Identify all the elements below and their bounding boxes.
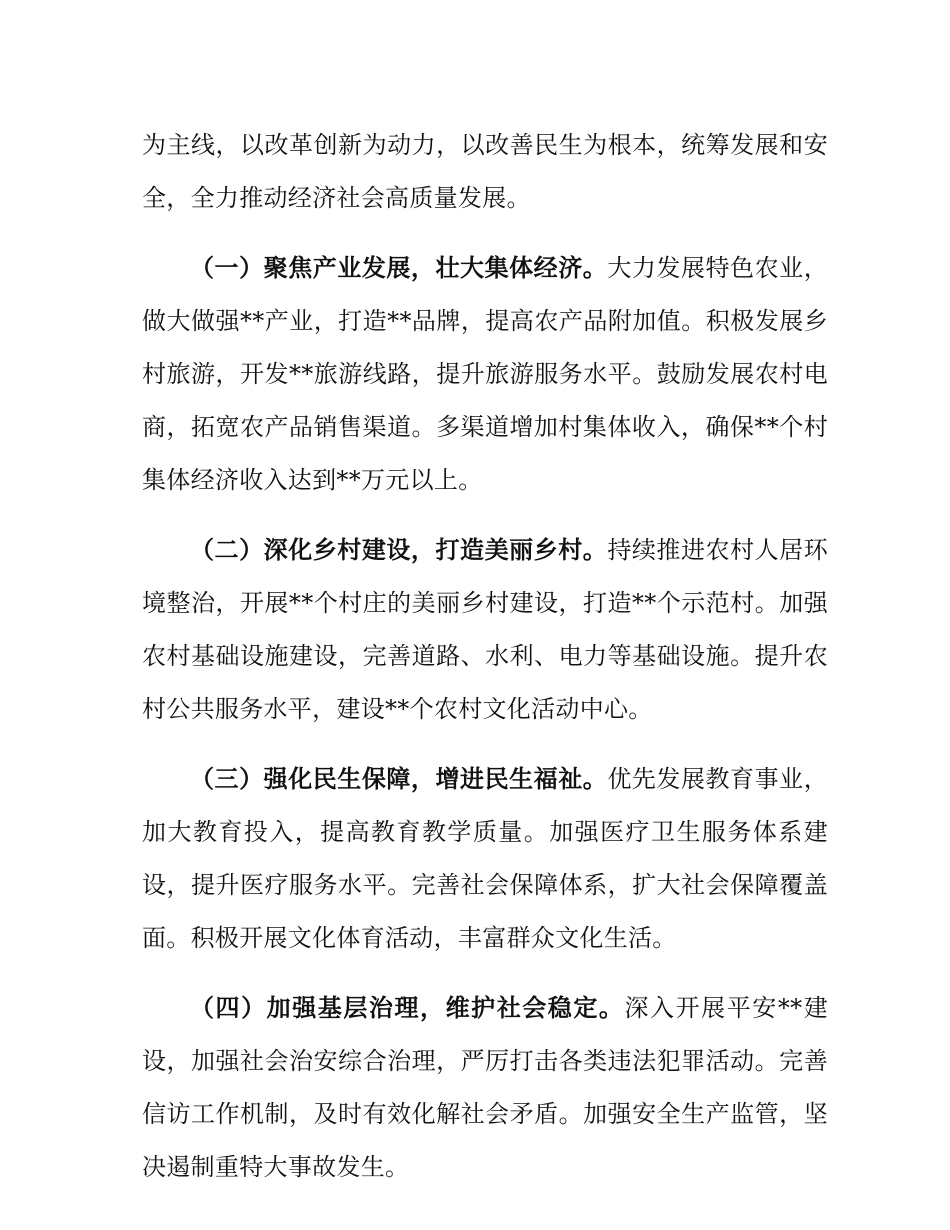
- paragraph-section-4: [142, 982, 828, 1194]
- paragraph-body-text: 深入开展平安**建设，加强社会治安综合治理，严厉打击各类违法犯罪活动。完善信访工作机制，及时有效化解社会矛盾。加强安全生产监管，坚决遏制重特大事故发生。: [142, 994, 828, 1181]
- paragraph-intro-continuation: [142, 119, 828, 225]
- section-heading: （三）强化民生保障，增进民生福祉。: [190, 765, 608, 793]
- paragraph-body-text: 优先发展教育事业，加大教育投入，提高教育教学质量。加强医疗卫生服务体系建设，提升医疗服务水平。完善社会保障体系，扩大社会保障覆盖面。积极开展文化体育活动，丰富群众文化生活。: [142, 765, 828, 952]
- paragraph-body-text: 持续推进农村人居环境整治，开展**个村庄的美丽乡村建设，打造**个示范村。加强农村基础设施建设，完善道路、水利、电力等基础设施。提升农村公共服务水平，建设**个农村文化活动中心。: [142, 536, 828, 723]
- section-heading: （四）加强基层治理，维护社会稳定。: [190, 994, 625, 1022]
- paragraph-section-2: [142, 524, 828, 736]
- section-heading: （一）聚焦产业发展，壮大集体经济。: [190, 254, 608, 282]
- paragraph-body-text: 大力发展特色农业，做大做强**产业，打造**品牌，提高农产品附加值。积极发展乡村旅游，开发**旅游线路，提升旅游服务水平。鼓励发展农村电商，拓宽农产品销售渠道。多渠道增加村集体收入，确保**个村集体经济收入达到**万元以上。: [142, 254, 828, 494]
- section-heading: （二）深化乡村建设，打造美丽乡村。: [190, 536, 608, 564]
- paragraph-section-3: [142, 753, 828, 965]
- paragraph-section-1: [142, 242, 828, 507]
- document-body: [142, 119, 828, 1194]
- paragraph-body-text: 为主线，以改革创新为动力，以改善民生为根本，统筹发展和安全，全力推动经济社会高质量发展。: [142, 131, 828, 212]
